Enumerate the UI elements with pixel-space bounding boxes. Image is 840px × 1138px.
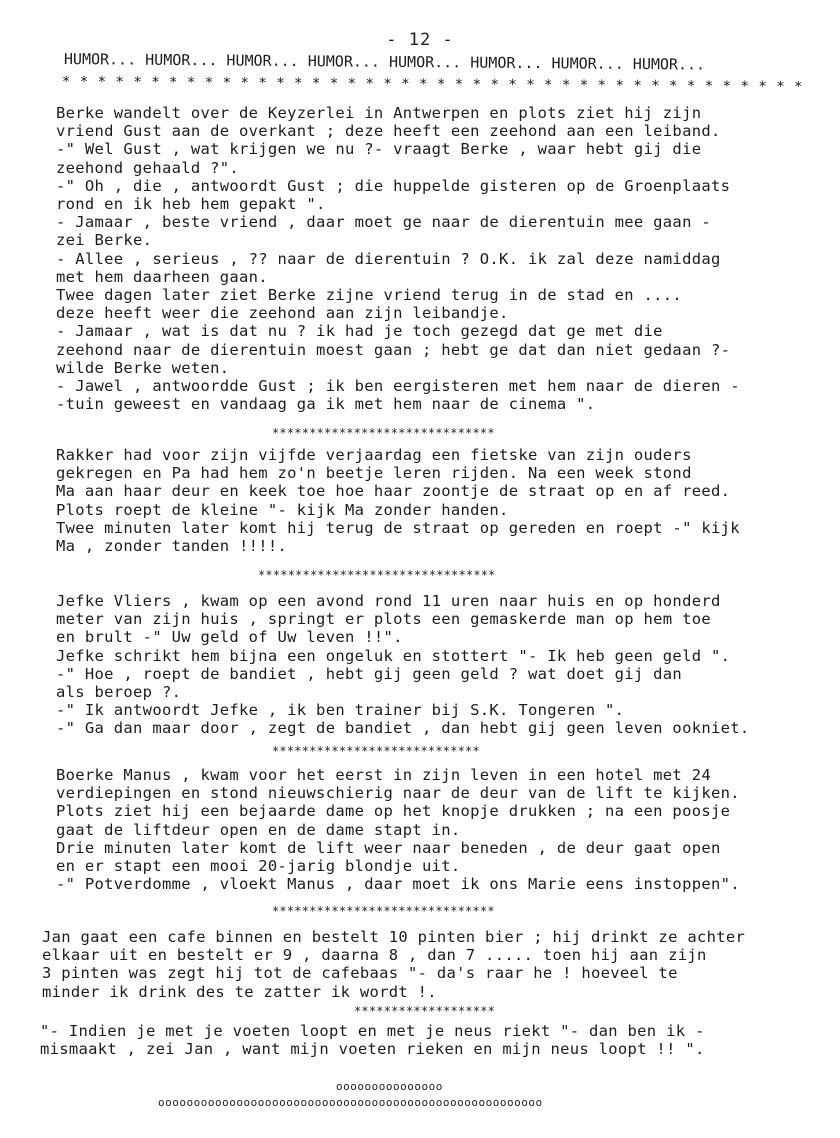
star-divider-top: * * * * * * * * * * * * * * * * * * * * * * * * * * * * * * * * * * * * * * * * * * (61, 74, 804, 96)
text-line: 3 pinten was zegt hij tot de cafebaas "- da's raar he ! hoeveel te (42, 964, 678, 983)
text-line: Drie minuten later komt de lift weer naar beneden , de deur gaat open (56, 838, 721, 857)
text-line: gekregen en Pa had hem zo'n beetje leren rijden. Na een week stond (56, 464, 692, 483)
text-line: Jefke schrikt hem bijna een ongeluk en stottert "- Ik heb geen geld ". (56, 646, 731, 665)
text-line: - Jamaar , wat is dat nu ? ik had je toch gezegd dat ge met die (56, 322, 663, 341)
text-line: "- Indien je met je voeten loopt en met je neus riekt "- dan ben ik - (40, 1022, 705, 1040)
text-line: gaat de liftdeur open en de dame stapt in. (56, 820, 461, 839)
text-line: Twee minuten later komt hij terug de straat op gereden en roept -" kijk (56, 518, 740, 537)
circle-divider-long: oooooooooooooooooooooooooooooooooooooooooooooooooooooo (158, 1096, 543, 1109)
text-line: en er stapt een mooi 20-jarig blondje uit. (56, 857, 461, 876)
text-line: Boerke Manus , kwam voor het eerst in zijn leven in een hotel met 24 (56, 766, 711, 784)
text-line: Ma , zonder tanden !!!!. (56, 537, 288, 556)
text-line: vriend Gust aan de overkant ; deze heeft een zeehond aan een leiband. (56, 122, 721, 141)
text-line: -tuin geweest en vandaag ga ik met hem naar de cinema ". (56, 395, 596, 414)
text-line: Berke wandelt over de Keyzerlei in Antwerpen en plots ziet hij zijn (56, 104, 702, 122)
text-line: Jan gaat een cafe binnen en bestelt 10 pinten bier ; hij drinkt ze achter (42, 928, 746, 946)
story-fietske (56, 446, 840, 555)
story-bandiet (56, 592, 840, 738)
text-line: minder ik drink des te zatter ik wordt !. (42, 982, 437, 1001)
text-line: deze heeft weer die zeehond aan zijn leibandje. (56, 304, 509, 323)
text-line: -" Oh , die , antwoordt Gust ; die huppelde gisteren op de Groenplaats (56, 176, 731, 195)
text-line: verdiepingen en stond nieuwschierig naar de deur van de lift te kijken. (56, 784, 740, 803)
text-line: - Jamaar , beste vriend , daar moet ge naar de dierentuin mee gaan - (56, 213, 711, 232)
story-voeten (40, 1022, 824, 1058)
text-line: zei Berke. (56, 231, 153, 250)
text-line: zeehond naar de dierentuin moest gaan ; hebt ge dat dan niet gedaan ?- (56, 340, 731, 359)
star-separator: ****************************** (272, 426, 495, 440)
text-line: Rakker had voor zijn vijfde verjaardag een fietske van zijn ouders (56, 446, 692, 464)
text-line: met hem daarheen gaan. (56, 267, 268, 286)
text-line: Jefke Vliers , kwam op een avond rond 11 uren naar huis en op honderd (56, 592, 721, 610)
text-line: -" Wel Gust , wat krijgen we nu ?- vraagt Berke , waar hebt gij die (56, 140, 702, 159)
story-lift (56, 766, 840, 893)
star-separator: ****************************** (272, 904, 495, 918)
text-line: -" Ik antwoordt Jefke , ik ben trainer bij S.K. Tongeren ". (56, 701, 625, 720)
text-line: Ma aan haar deur en keek toe hoe haar zoontje de straat op en af reed. (56, 482, 731, 501)
text-line: -" Potverdomme , vloekt Manus , daar moet ik ons Marie eens instoppen". (56, 875, 740, 894)
text-line: -" Hoe , roept de bandiet , hebt gij geen geld ? wat doet gij dan (56, 664, 683, 683)
text-line: mismaakt , zei Jan , want mijn voeten rieken en mijn neus loopt !! ". (40, 1040, 705, 1059)
star-separator: ******************************** (258, 568, 496, 582)
text-line: Plots roept de kleine "- kijk Ma zonder handen. (56, 500, 509, 519)
text-line: als beroep ?. (56, 683, 182, 702)
text-line: elkaar uit en bestelt er 9 , daarna 8 , dan 7 ..... toen hij aan zijn (42, 946, 707, 965)
humor-header-row: HUMOR... HUMOR... HUMOR... HUMOR... HUMOR... HUMOR... HUMOR... HUMOR... (63, 50, 706, 74)
text-line: wilde Berke weten. (56, 358, 230, 377)
text-line: - Jawel , antwoordde Gust ; ik ben eergisteren met hem naar de dieren - (56, 377, 740, 396)
text-line: zeehond gehaald ?". (56, 158, 240, 177)
star-separator: **************************** (272, 744, 480, 758)
story-zeehond (56, 104, 840, 413)
text-line: meter van zijn huis , springt er plots een gemaskerde man op hem toe (56, 610, 711, 629)
text-line: Plots ziet hij een bejaarde dame op het knopje drukken ; na een poosje (56, 802, 731, 821)
text-line: Twee dagen later ziet Berke zijne vriend terug in de stad en .... (56, 286, 683, 305)
text-line: -" Ga dan maar door , zegt de bandiet , dan hebt gij geen leven ookniet. (56, 719, 750, 738)
circle-divider-short: ooooooooooooooo (336, 1080, 443, 1093)
star-separator: ******************* (354, 1004, 496, 1018)
page-number: - 12 - (386, 30, 454, 50)
text-line: rond en ik heb hem gepakt ". (56, 195, 326, 214)
story-pinten (42, 928, 826, 1001)
text-line: - Allee , serieus , ?? naar de dierentuin ? O.K. ik zal deze namiddag (56, 249, 721, 268)
text-line: en brult -" Uw geld of Uw leven !!". (56, 628, 403, 647)
